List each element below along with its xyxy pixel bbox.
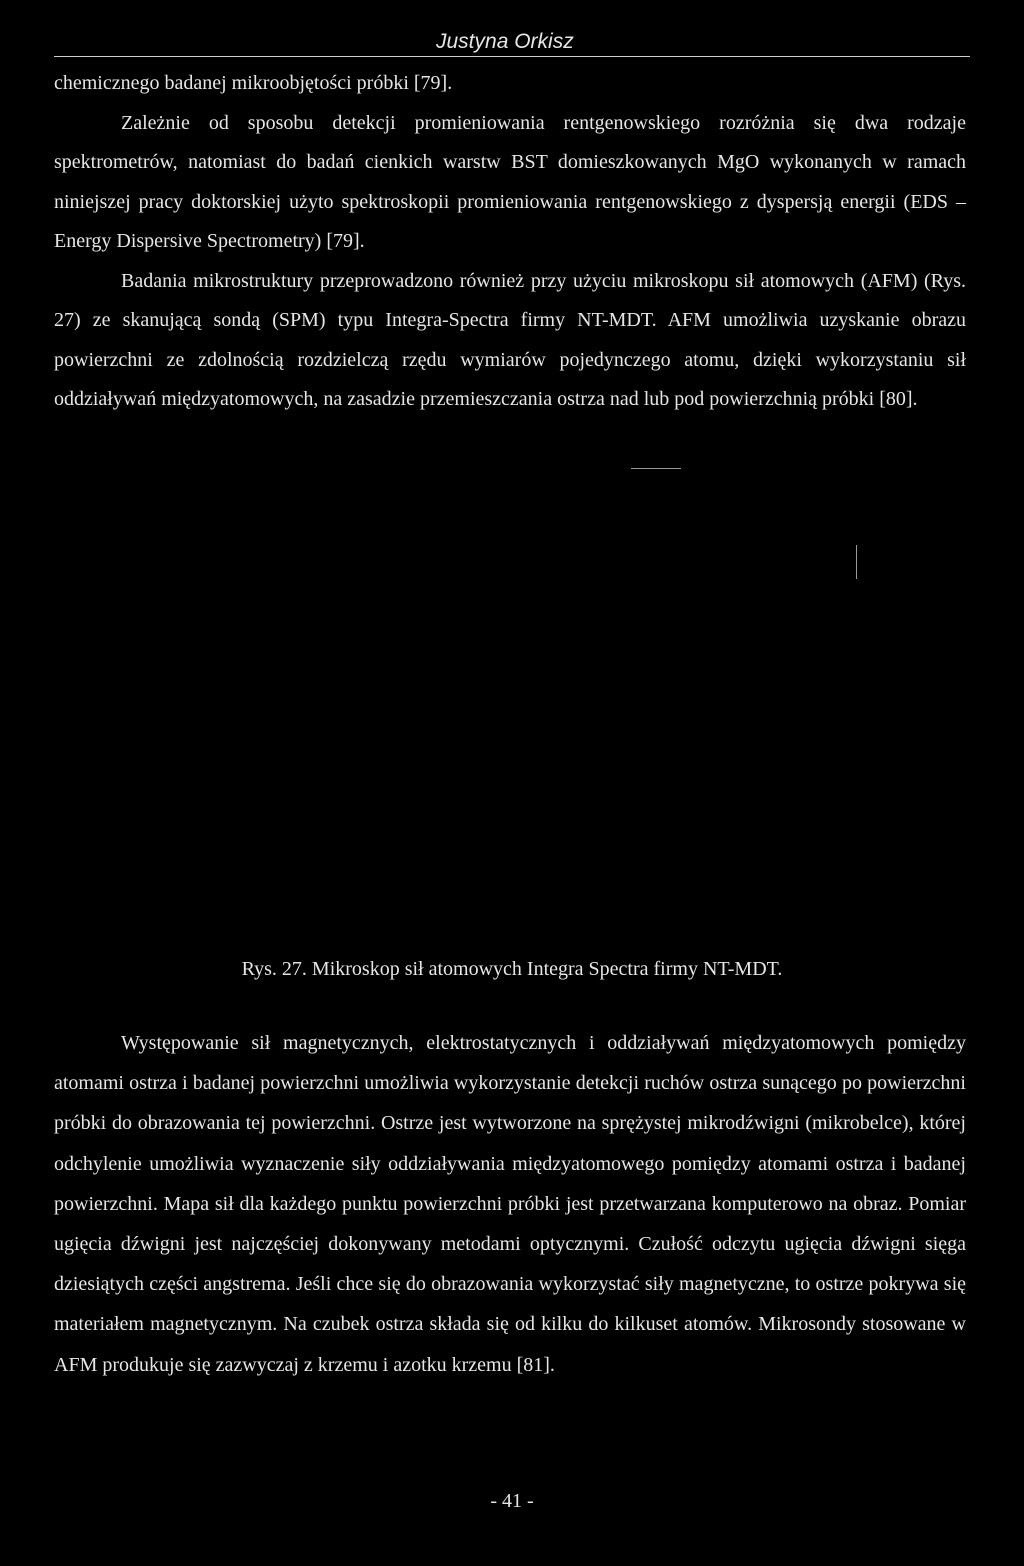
- figure-edge-mark-vertical: [856, 545, 857, 579]
- figure-caption: Rys. 27. Mikroskop sił atomowych Integra Spectra firmy NT-MDT.: [241, 958, 783, 980]
- running-header-author: Justyna Orkisz: [436, 30, 574, 53]
- body-text-top: [54, 64, 966, 420]
- paragraph-continuation: chemicznego badanej mikroobjętości próbki [79].: [54, 72, 453, 94]
- page-number: - 41 -: [490, 1490, 534, 1512]
- paragraph-forces: Występowanie sił magnetycznych, elektrostatycznych i oddziaływań międzyatomowych pomiędzy atomami ostrza i badanej powierzchni umożliwia wykorzystanie detekcji ruchów ostrza sunącego po powierzchni próbki do obrazowania tej powierzchni. Ostrze jest wytworzone na sprężystej mikrodźwigni (mikrobelce), której odchylenie umożliwia wyznaczenie siły oddziaływania międzyatomowego pomiędzy atomami ostrza i badanej powierzchni. Mapa sił dla każdego punktu powierzchni próbki jest przetwarzana komputerowo na obraz. Pomiar ugięcia dźwigni jest najczęściej dokonywany metodami optycznymi. Czułość odczytu ugięcia dźwigni sięga dziesiątych części angstrema. Jeśli chce się do obrazowania wykorzystać siły magnetyczne, to ostrze pokrywa się materiałem magnetycznym. Na czubek ostrza składa się od kilku do kilkuset atomów. Mikrosondy stosowane w AFM produkuje się zazwyczaj z krzemu i azotku krzemu [81].: [54, 1032, 966, 1376]
- figure-edge-mark-horizontal: [631, 468, 681, 469]
- body-text-bottom: [54, 1023, 966, 1385]
- figure-image-afm-microscope: [54, 468, 966, 948]
- paragraph-eds: Zależnie od sposobu detekcji promieniowania rentgenowskiego rozróżnia się dwa rodzaje spektrometrów, natomiast do badań cienkich warstw BST domieszkowanych MgO wykonanych w ramach niniejszej pracy doktorskiej użyto spektroskopii promieniowania rentgenowskiego z dyspersją energii (EDS – Energy Dispersive Spectrometry) [79].: [54, 111, 966, 252]
- paragraph-afm: Badania mikrostruktury przeprowadzono również przy użyciu mikroskopu sił atomowych (AFM) (Rys. 27) ze skanującą sondą (SPM) typu Integra-Spectra firmy NT-MDT. AFM umożliwia uzyskanie obrazu powierzchni ze zdolnością rozdzielczą rzędu wymiarów pojedynczego atomu, dzięki wykorzystaniu sił oddziaływań międzyatomowych, na zasadzie przemieszczania ostrza nad lub pod powierzchnią próbki [80].: [54, 269, 966, 410]
- header-divider: [54, 56, 970, 57]
